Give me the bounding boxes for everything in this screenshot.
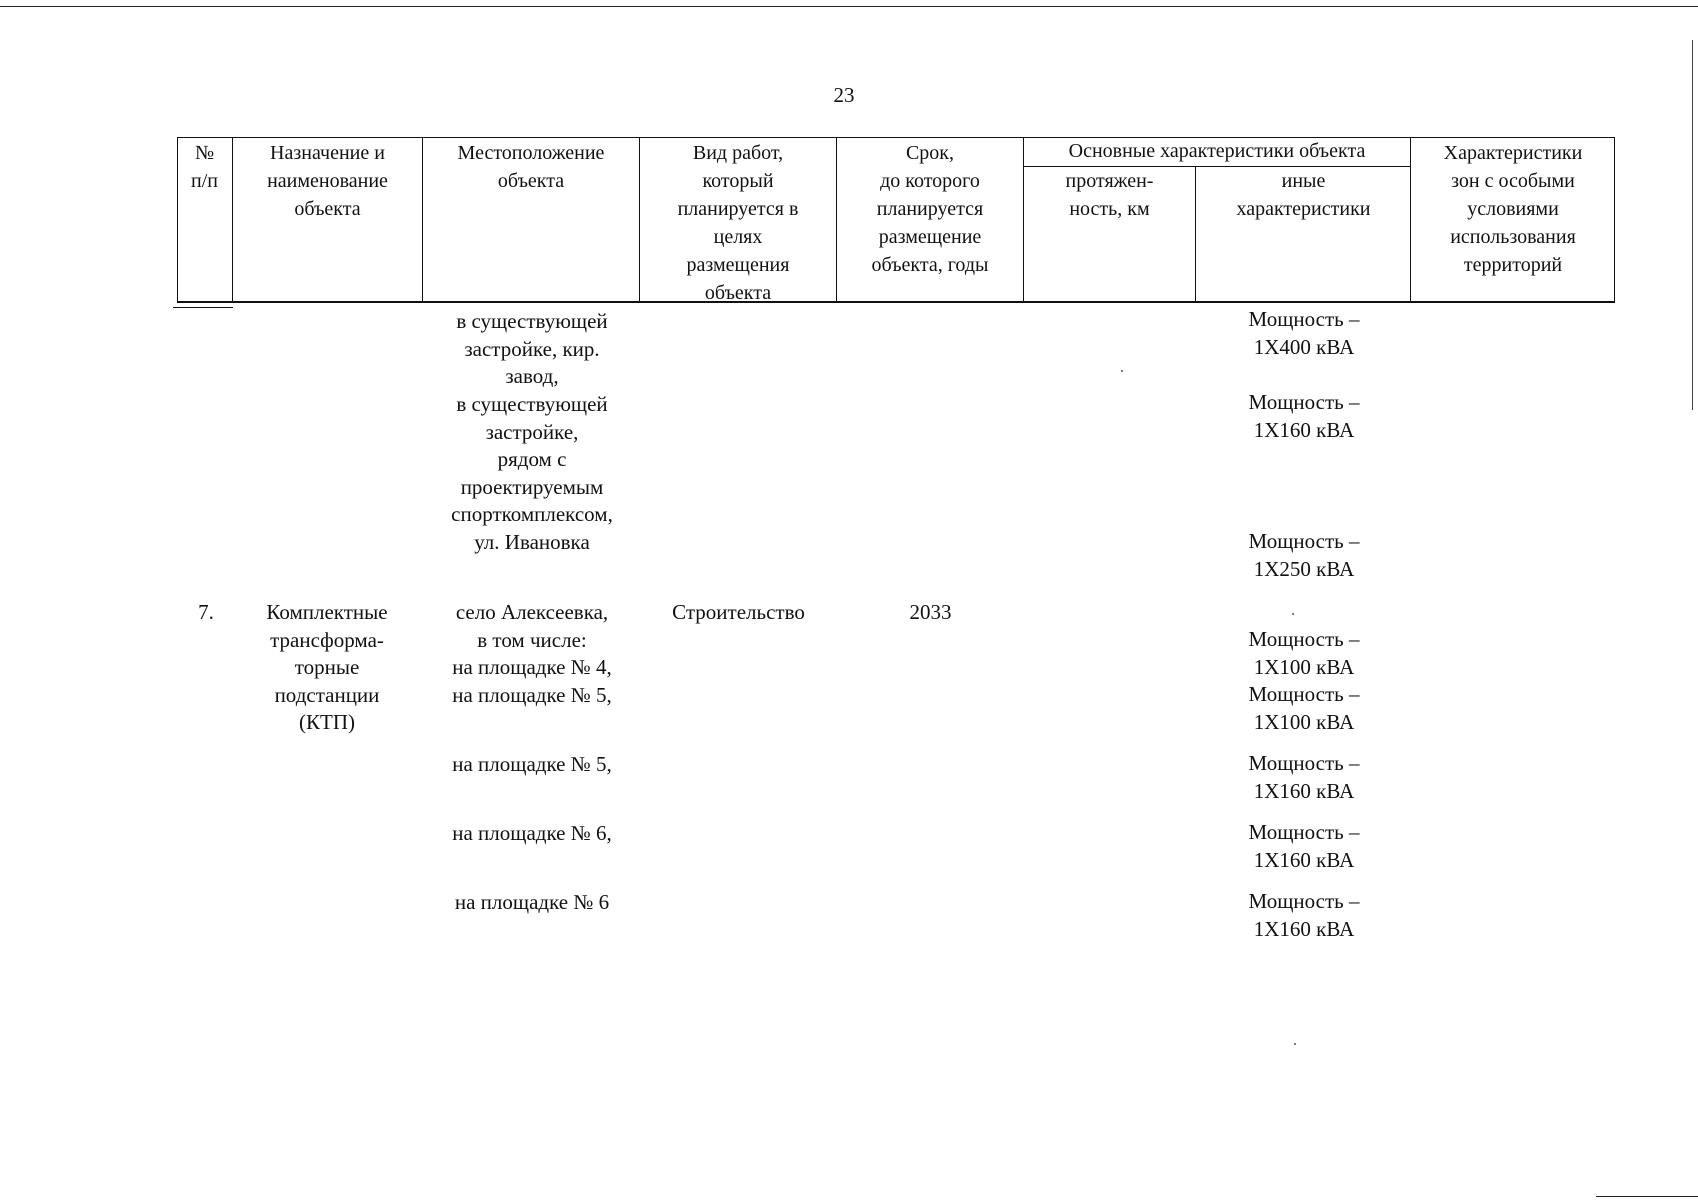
- location-text: завод,: [505, 364, 559, 388]
- header-name-label: [233, 137, 422, 223]
- header-work-label: [640, 137, 836, 307]
- header-text: Местоположение: [457, 142, 605, 164]
- location-text: рядом с: [497, 447, 567, 471]
- power-value: 1Х250 кВА: [1253, 556, 1355, 581]
- scan-edge-top-line: [0, 6, 1698, 7]
- location-block-existing-development-sport-complex: [423, 391, 641, 556]
- header-number-label: [177, 137, 232, 195]
- power-value: 1Х160 кВА: [1253, 847, 1355, 872]
- scan-speck: [1294, 1043, 1296, 1045]
- location-text: в существующей: [456, 309, 608, 333]
- power-rating-400: [1204, 306, 1404, 361]
- header-text: объекта: [294, 198, 361, 220]
- header-text: объекта, годы: [871, 254, 989, 276]
- header-text: который: [702, 170, 774, 192]
- row-7-site-5: на площадке № 6: [454, 890, 610, 914]
- name-text: торные: [294, 655, 360, 679]
- row-7-power-4: [1204, 819, 1404, 874]
- row-7-power-3: [1204, 750, 1404, 805]
- location-text: в том числе:: [477, 627, 587, 652]
- header-cell-length: [1024, 167, 1196, 303]
- header-text: объекта: [497, 170, 565, 192]
- name-text: подстанции: [274, 682, 380, 707]
- row-7-work-type: Строительство: [672, 600, 805, 624]
- header-text: №: [194, 142, 215, 164]
- header-text: размещения: [686, 254, 790, 276]
- location-text: застройке, кир.: [464, 336, 600, 361]
- header-text: Характеристики: [1443, 142, 1583, 164]
- row-7-power-2: [1204, 681, 1404, 736]
- row-7-site-4: на площадке № 6,: [452, 821, 612, 845]
- power-value: 1Х160 кВА: [1253, 778, 1355, 803]
- power-value: 1Х100 кВА: [1253, 654, 1355, 679]
- header-text: Вид работ,: [692, 142, 784, 164]
- row-7-number: 7.: [198, 600, 214, 624]
- page-number: 23: [833, 83, 855, 107]
- header-text: планируется: [876, 198, 984, 220]
- header-text: наименование: [267, 170, 388, 192]
- row-7-site-2: на площадке № 5,: [452, 683, 612, 707]
- power-label: Мощность –: [1248, 307, 1360, 331]
- header-location-label: [423, 137, 639, 195]
- header-text: целях: [713, 226, 763, 248]
- header-text: иные: [1281, 170, 1326, 192]
- header-main-group-label: Основные характеристики объекта: [1024, 137, 1410, 167]
- row-7-object-name: [232, 599, 422, 737]
- header-underline-extension: [173, 307, 233, 308]
- location-text: ул. Ивановка: [474, 529, 590, 554]
- location-text: проектируемым: [460, 474, 604, 499]
- location-block-existing-development-factory: [423, 308, 641, 391]
- header-text: протяжен-: [1065, 170, 1154, 192]
- header-cell-main-characteristics: [1024, 137, 1411, 303]
- header-text: до которого: [880, 170, 980, 192]
- header-text: Назначение и: [270, 142, 385, 164]
- row-7-power-1: [1204, 626, 1404, 681]
- header-term-label: [837, 137, 1023, 279]
- power-value: 1Х400 кВА: [1253, 334, 1355, 359]
- header-text: размещение: [878, 226, 982, 248]
- row-7-location-intro: [423, 599, 641, 654]
- header-text: п/п: [191, 170, 218, 192]
- power-label: Мощность –: [1248, 529, 1360, 553]
- name-text: трансформа-: [270, 627, 384, 652]
- row-7-site-3: на площадке № 5,: [452, 752, 612, 776]
- name-text: Комплектные: [266, 600, 388, 624]
- header-text: зон с особыми: [1451, 170, 1575, 192]
- header-cell-other-characteristics: [1196, 167, 1411, 303]
- header-cell-name: [233, 137, 423, 303]
- header-text: территорий: [1463, 254, 1563, 276]
- header-cell-zones: [1411, 137, 1615, 303]
- table-header: [177, 137, 1615, 303]
- header-cell-term: [837, 137, 1024, 303]
- power-label: Мощность –: [1248, 682, 1360, 706]
- row-7-power-5: [1204, 888, 1404, 943]
- power-value: 1Х160 кВА: [1253, 417, 1355, 442]
- location-text: в существующей: [456, 392, 608, 416]
- header-cell-location: [423, 137, 640, 303]
- header-text: объекта: [704, 282, 772, 304]
- power-label: Мощность –: [1248, 820, 1360, 844]
- header-cell-work-type: [640, 137, 837, 303]
- header-text: условиями: [1467, 198, 1559, 220]
- header-text: ность, км: [1069, 198, 1150, 220]
- location-text: спорткомплексом,: [451, 502, 613, 526]
- header-text: Срок,: [905, 142, 955, 164]
- header-text: использования: [1450, 226, 1576, 248]
- location-text: застройке,: [485, 419, 579, 444]
- header-text: планируется в: [677, 198, 799, 220]
- power-rating-160-continuation: [1204, 389, 1404, 444]
- row-7-term: 2033: [909, 600, 952, 624]
- power-label: Мощность –: [1248, 751, 1360, 775]
- scan-speck: [1121, 370, 1123, 372]
- name-text: (КТП): [299, 710, 355, 734]
- header-zones-label: [1411, 137, 1615, 279]
- scan-speck: [1292, 613, 1294, 615]
- row-7-site-1: на площадке № 4,: [452, 655, 612, 679]
- power-value: 1Х160 кВА: [1253, 916, 1355, 941]
- power-label: Мощность –: [1248, 889, 1360, 913]
- scan-edge-bottom-line: [1596, 1196, 1698, 1197]
- location-text: село Алексеевка,: [455, 600, 609, 624]
- power-label: Мощность –: [1248, 627, 1360, 651]
- power-value: 1Х100 кВА: [1253, 709, 1355, 734]
- header-cell-number: [177, 137, 233, 303]
- power-rating-250: [1204, 528, 1404, 583]
- scan-edge-right-line: [1692, 40, 1693, 410]
- header-text: характеристики: [1236, 198, 1371, 220]
- power-label: Мощность –: [1248, 390, 1360, 414]
